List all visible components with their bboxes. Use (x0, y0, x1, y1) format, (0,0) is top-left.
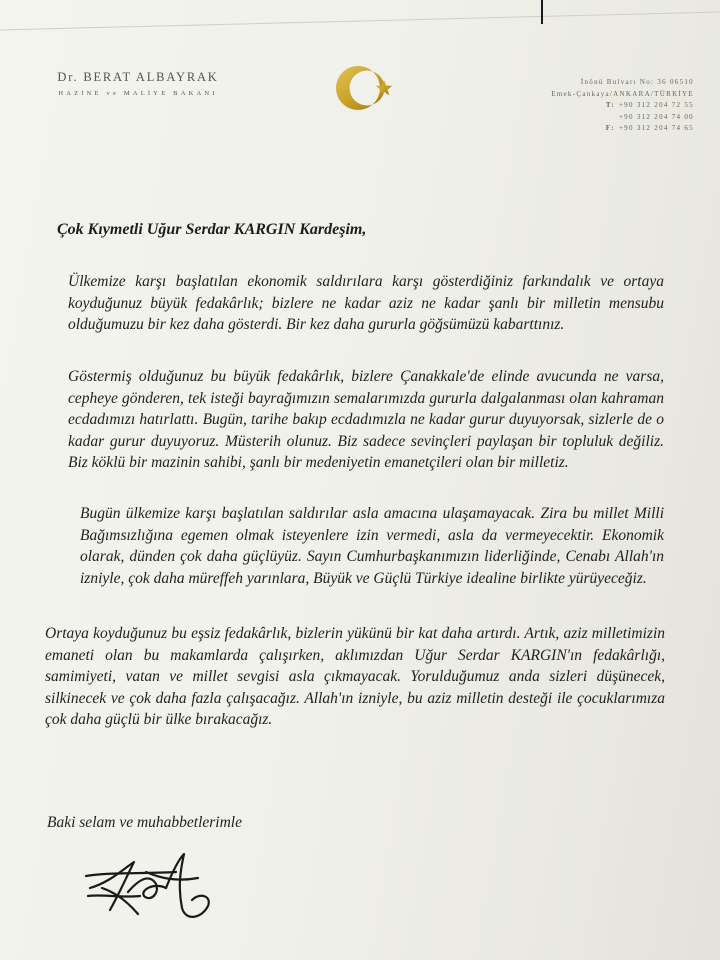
address-line: İnönü Bulvarı No: 36 06510 (580, 78, 694, 86)
phone-line-2 (504, 112, 694, 124)
handwritten-signature-icon (80, 848, 240, 928)
paper-edge-curve (0, 0, 720, 40)
phone-number-1: +90 312 204 72 55 (618, 101, 694, 110)
letter-paragraph-2: Göstermiş olduğunuz bu büyük fedakârlık, bizlere Çanakkale'de elinde avucunda ne varsa, cepheye gönderen, tek isteği bayrağımızın semalarımızda gururla dalgalanması olan kahraman ecdadımızı hatırlattı. Bugün, tarihe bakıp ecdadımızla ne kadar gurur duyuyorsak, sizlerle de o kadar gurur duyuyoruz. Müsterih olunuz. Biz sadece sevinçleri paylaşan bir topluluk değiliz. Biz köklü bir mazinin sahibi, şanlı bir medeniyetin emanetçileri olan bir milletiz. (68, 368, 664, 471)
letterhead-sender (28, 70, 248, 97)
letter-salutation: Çok Kıymetli Uğur Serdar KARGIN Kardeşim, (57, 221, 367, 238)
letterhead-address (504, 77, 694, 135)
crescent-star-icon (325, 58, 405, 118)
phone-line-1 (504, 100, 694, 112)
letter-paragraph-3: Bugün ülkemize karşı başlatılan saldırılar asla amacına ulaşamayacak. Zira bu millet Milli Bağımsızlığına egemen olmak isteyenlere izin vermedi, asla da vermeyecektir. Ekonomik olarak, dünden çok daha güçlüyüz. Sayın Cumhurbaşkanımızın liderliğinde, Cenabı Allah'ın izniyle, çok daha müreffeh yarınlara, Büyük ve Güçlü Türkiye idealine birlikte yürüyeceğiz. (80, 505, 664, 587)
sender-title: HAZİNE ve MALİYE BAKANI (58, 90, 218, 97)
fax-number: +90 312 204 74 65 (618, 124, 694, 133)
fax-label: F: (605, 124, 615, 133)
letter-closing: Baki selam ve muhabbetlerimle (47, 814, 242, 831)
phone-number-2: +90 312 204 74 00 (618, 112, 694, 121)
phone-label: T: (605, 101, 615, 110)
letter-paragraph-4: Ortaya koyduğunuz bu eşsiz fedakârlık, bizlerin yükünü bir kat daha artırdı. Artık, aziz milletimizin emaneti olan bu makamlarda çalışırken, aklımızdan Uğur Serdar KARGIN'ın fedakârlığı, samimiyeti, vatan ve millet sevgisi asla çıkmayacak. Yorulduğumuz anda sizleri düşünecek, silkinecek ve çok daha fazla çalışacağız. Allah'ın izniyle, bu aziz milletin desteği ile çocuklarımıza çok daha güçlü bir ülke bırakacağız. (45, 625, 665, 728)
address-city: Emek-Çankaya/ANKARA/TÜRKİYE (551, 89, 694, 98)
fax-line (504, 123, 694, 135)
letter-paragraph-1: Ülkemize karşı başlatılan ekonomik saldırılara karşı gösterdiğiniz farkındalık ve ortaya koyduğunuz büyük fedakârlık; bizlere ne kadar aziz ne kadar şanlı bir milletin mensubu olduğumuzu bir kez daha gösterdi. Bir kez daha gururla göğsümüzü kabarttınız. (68, 273, 664, 333)
sender-name: Dr. BERAT ALBAYRAK (57, 70, 219, 84)
top-edge-mark (541, 0, 543, 24)
